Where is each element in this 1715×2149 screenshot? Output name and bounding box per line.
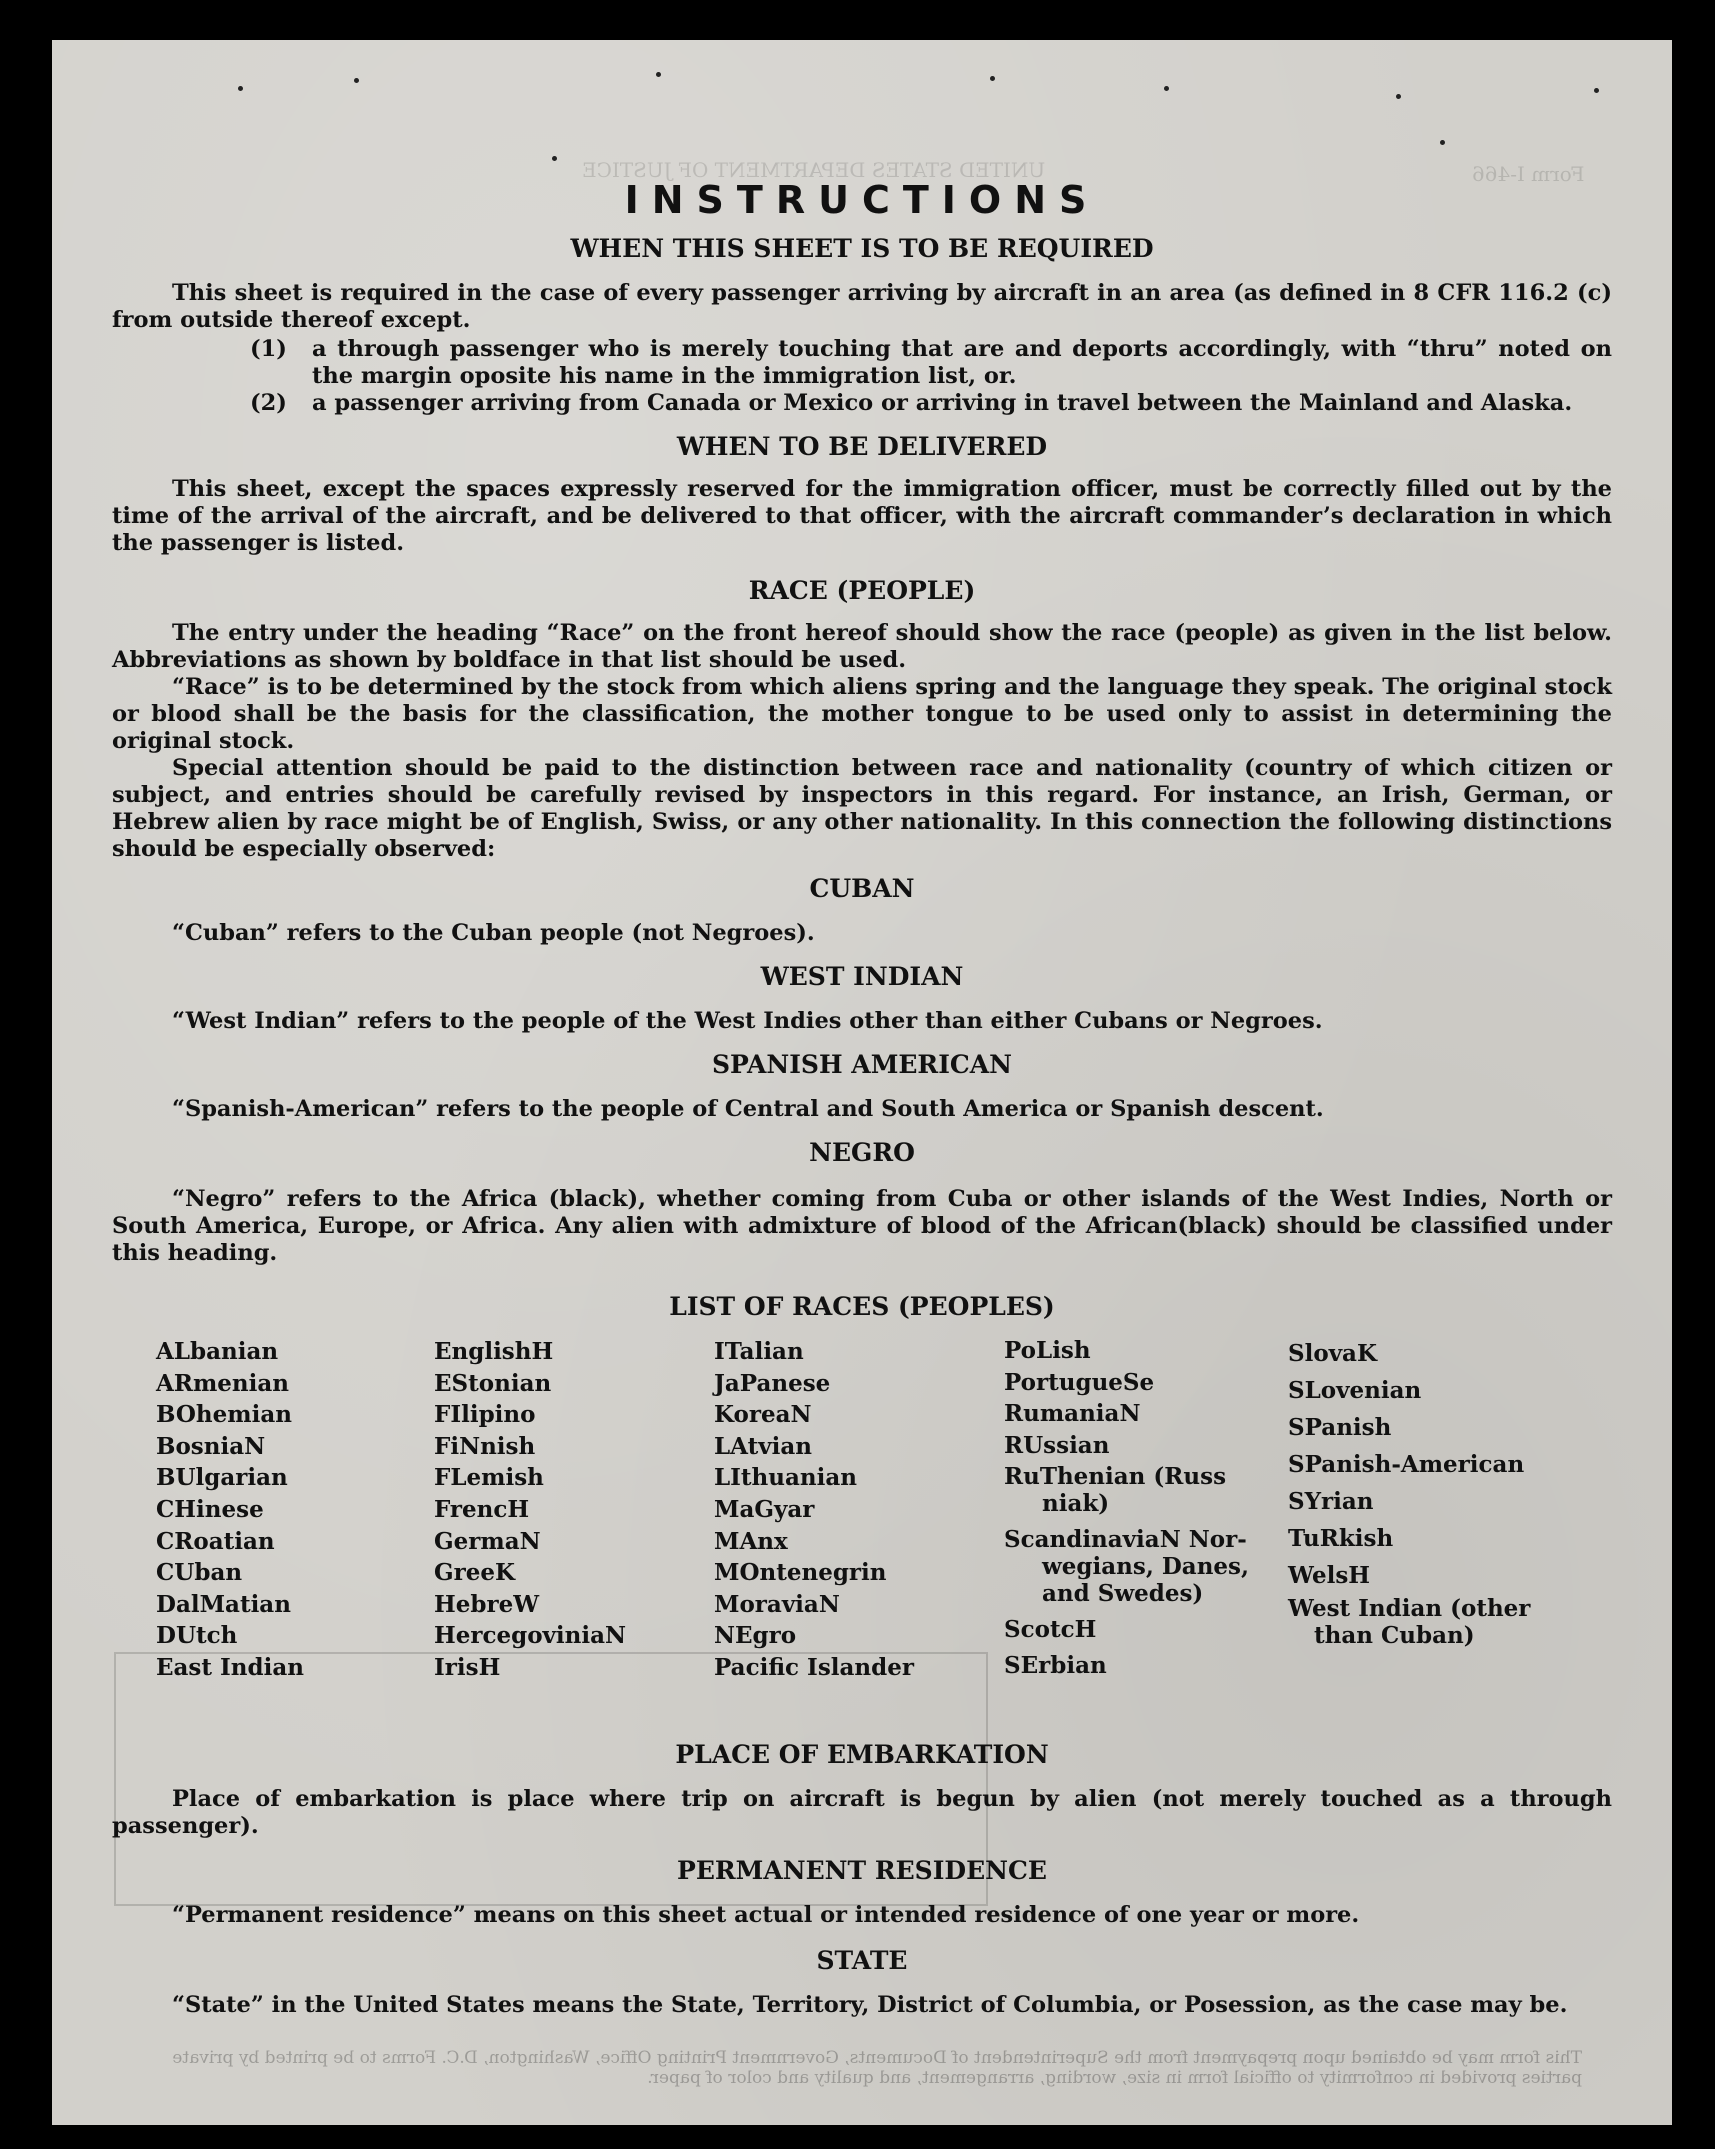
negro-text: “Negro” refers to the Africa (black), whether coming from Cuba or other islands of the West Indies, North or South America, Europe, or Africa. Any alien with admixture of blood of the African(black) should be classified under this heading.	[112, 1186, 1612, 1266]
state-text: “State” in the United States means the State, Territory, District of Columbia, or Posession, as the case may be.	[172, 1992, 1568, 2018]
item-number: (1)	[250, 336, 287, 362]
heading-permanent-residence: PERMANENT RESIDENCE	[677, 1856, 1047, 1885]
race-entry: BUlgarian	[156, 1464, 288, 1492]
west-indian-text: “West Indian” refers to the people of the West Indies other than either Cubans or Negroes.	[172, 1008, 1323, 1034]
race-entry: FLemish	[434, 1464, 544, 1492]
item-text: a through passenger who is merely touching that are and deports accordingly, with “thru” noted on the margin oposite his name in the immigration list, or.	[312, 336, 1612, 389]
race-entry: HebreW	[434, 1590, 540, 1618]
races-column-3	[714, 1336, 914, 1684]
race-entry: RumaniaN	[1004, 1400, 1141, 1428]
race-entry: DalMatian	[156, 1590, 291, 1618]
page-title: INSTRUCTIONS	[624, 178, 1100, 222]
race-entry: West Indian (other	[1288, 1595, 1531, 1622]
negro-body	[112, 1186, 1612, 1267]
race-entry: FrencH	[434, 1495, 530, 1523]
race-entry: MAnx	[714, 1527, 788, 1555]
race-entry: IrisH	[434, 1653, 501, 1681]
delivered-body	[112, 476, 1612, 557]
heading-race: RACE (PEOPLE)	[748, 576, 976, 605]
race-entry: LIthuanian	[714, 1464, 857, 1492]
race-entry: Pacific Islander	[714, 1653, 914, 1681]
speck	[990, 76, 995, 81]
race-entry: RuThenian (Russ	[1004, 1463, 1227, 1491]
bleed-footer: This form may be obtained upon prepayment from the Superintendent of Documents, Government Printing Office, Washington, D.C. Forms to be printed by private parties provided in conformity to official form in size, wording, arrangement, and quality and color of paper.	[172, 2048, 1582, 2088]
race-entry: ScotcH	[1004, 1616, 1097, 1644]
heading-spanish-american: SPANISH AMERICAN	[711, 1050, 1013, 1079]
heading-embarkation: PLACE OF EMBARKATION	[675, 1740, 1049, 1769]
speck	[1440, 140, 1445, 145]
race-entry: MaGyar	[714, 1495, 815, 1523]
race-entry: JaPanese	[714, 1369, 831, 1397]
required-item-1	[250, 336, 1612, 390]
race-entry: SlovaK	[1288, 1340, 1377, 1367]
race-entry: ALbanian	[156, 1338, 279, 1365]
race-entry: HercegoviniaN	[434, 1622, 627, 1650]
race-entry: FIlipino	[434, 1401, 536, 1429]
speck	[552, 156, 557, 161]
state-body	[112, 1992, 1612, 2019]
spanish-american-text: “Spanish-American” refers to the people of Central and South America or Spanish descent.	[172, 1096, 1324, 1122]
race-entry: CHinese	[156, 1495, 264, 1523]
race-entry: BOhemian	[156, 1401, 292, 1429]
races-column-4	[1004, 1336, 1249, 1683]
race-entry: EStonian	[434, 1369, 552, 1397]
race-entry: ITalian	[714, 1338, 804, 1365]
race-entry: BosniaN	[156, 1432, 266, 1460]
races-column-1	[156, 1336, 304, 1684]
race-entry: CRoatian	[156, 1527, 275, 1555]
item-text: a passenger arriving from Canada or Mexico or arriving in travel between the Mainland and Alaska.	[312, 390, 1573, 416]
delivered-text: This sheet, except the spaces expressly reserved for the immigration officer, must be correctly filled out by the time of the arrival of the aircraft, and be delivered to that officer, with the aircraft commander’s declaration in which the passenger is listed.	[112, 476, 1612, 556]
speck	[1396, 94, 1401, 99]
race-entry: LAtvian	[714, 1432, 812, 1460]
permanent-body	[112, 1902, 1612, 1929]
race-entry: PoLish	[1004, 1337, 1091, 1364]
item-number: (2)	[250, 390, 287, 416]
race-entry: EnglishH	[434, 1338, 554, 1365]
race-entry: PortugueSe	[1004, 1368, 1155, 1396]
race-entry: SYrian	[1288, 1488, 1374, 1515]
embarkation-body	[112, 1786, 1612, 1840]
race-entry: niak)	[1042, 1490, 1110, 1518]
race-entry: East Indian	[156, 1653, 304, 1681]
speck	[238, 86, 243, 91]
speck	[1164, 86, 1169, 91]
race-entry: KoreaN	[714, 1401, 812, 1429]
spanish-american-body	[112, 1096, 1612, 1123]
race-entry: FiNnish	[434, 1432, 536, 1460]
race-entry: MoraviaN	[714, 1590, 840, 1618]
permanent-text: “Permanent residence” means on this sheet actual or intended residence of one year or more.	[172, 1902, 1360, 1928]
race-entry: SErbian	[1004, 1652, 1107, 1680]
required-body	[112, 280, 1612, 334]
race-entry: GermaN	[434, 1527, 541, 1555]
cuban-text: “Cuban” refers to the Cuban people (not Negroes).	[172, 920, 815, 946]
required-item-2	[250, 390, 1612, 417]
heading-cuban: CUBAN	[809, 874, 915, 903]
cuban-body	[112, 920, 1612, 947]
bleed-form-number: Form I-466	[1472, 162, 1585, 186]
race-paragraph-2: “Race” is to be determined by the stock from which aliens spring and the language they speak. The original stock or blood shall be the basis for the classification, the mother tongue to be used only to assist in determining the original stock.	[112, 674, 1612, 754]
race-entry: NEgro	[714, 1622, 797, 1650]
heading-delivered: WHEN TO BE DELIVERED	[676, 432, 1048, 461]
race-entry: DUtch	[156, 1622, 238, 1650]
heading-negro: NEGRO	[809, 1138, 915, 1167]
race-entry: than Cuban)	[1314, 1622, 1475, 1649]
race-entry: GreeK	[434, 1559, 516, 1587]
races-column-5	[1288, 1336, 1530, 1649]
race-entry: CUban	[156, 1559, 243, 1587]
races-column-2	[434, 1336, 626, 1684]
race-entry: ScandinaviaN Nor-	[1004, 1526, 1247, 1554]
required-text: This sheet is required in the case of every passenger arriving by aircraft in an area (as defined in 8 CFR 116.2 (c) from outside thereof except.	[112, 280, 1612, 333]
race-paragraph-1: The entry under the heading “Race” on the front hereof should show the race (people) as given in the list below. Abbreviations as shown by boldface in that list should be used.	[112, 620, 1612, 673]
race-entry: WelsH	[1288, 1562, 1371, 1589]
race-entry: SPanish	[1288, 1414, 1392, 1441]
bleed-agency-text: UNITED STATES DEPARTMENT OF JUSTICE	[582, 158, 1046, 182]
heading-state: STATE	[816, 1946, 908, 1975]
west-indian-body	[112, 1008, 1612, 1035]
race-entry: RUssian	[1004, 1431, 1110, 1459]
document-sheet	[52, 40, 1672, 2125]
heading-required: WHEN THIS SHEET IS TO BE REQUIRED	[570, 234, 1154, 263]
speck	[354, 78, 359, 83]
speck	[1594, 88, 1599, 93]
speck	[656, 72, 661, 77]
race-entry: and Swedes)	[1042, 1580, 1204, 1608]
race-entry: ARmenian	[156, 1369, 290, 1397]
race-paragraph-3: Special attention should be paid to the distinction between race and nationality (country of which citizen or subject, and entries should be carefully revised by inspectors in this regard. For instance, an Irish, German, or Hebrew alien by race might be of English, Swiss, or any other nationality. In this connection the following distinctions should be especially observed:	[112, 755, 1612, 862]
race-entry: TuRkish	[1288, 1525, 1394, 1552]
race-entry: SPanish-American	[1288, 1451, 1525, 1478]
race-entry: SLovenian	[1288, 1377, 1422, 1404]
race-body	[112, 620, 1612, 863]
race-entry: MOntenegrin	[714, 1559, 887, 1587]
heading-races-list: LIST OF RACES (PEOPLES)	[669, 1292, 1055, 1321]
race-entry: wegians, Danes,	[1042, 1553, 1249, 1581]
heading-west-indian: WEST INDIAN	[760, 962, 964, 991]
embarkation-text: Place of embarkation is place where trip on aircraft is begun by alien (not merely touched as a through passenger).	[112, 1786, 1612, 1839]
